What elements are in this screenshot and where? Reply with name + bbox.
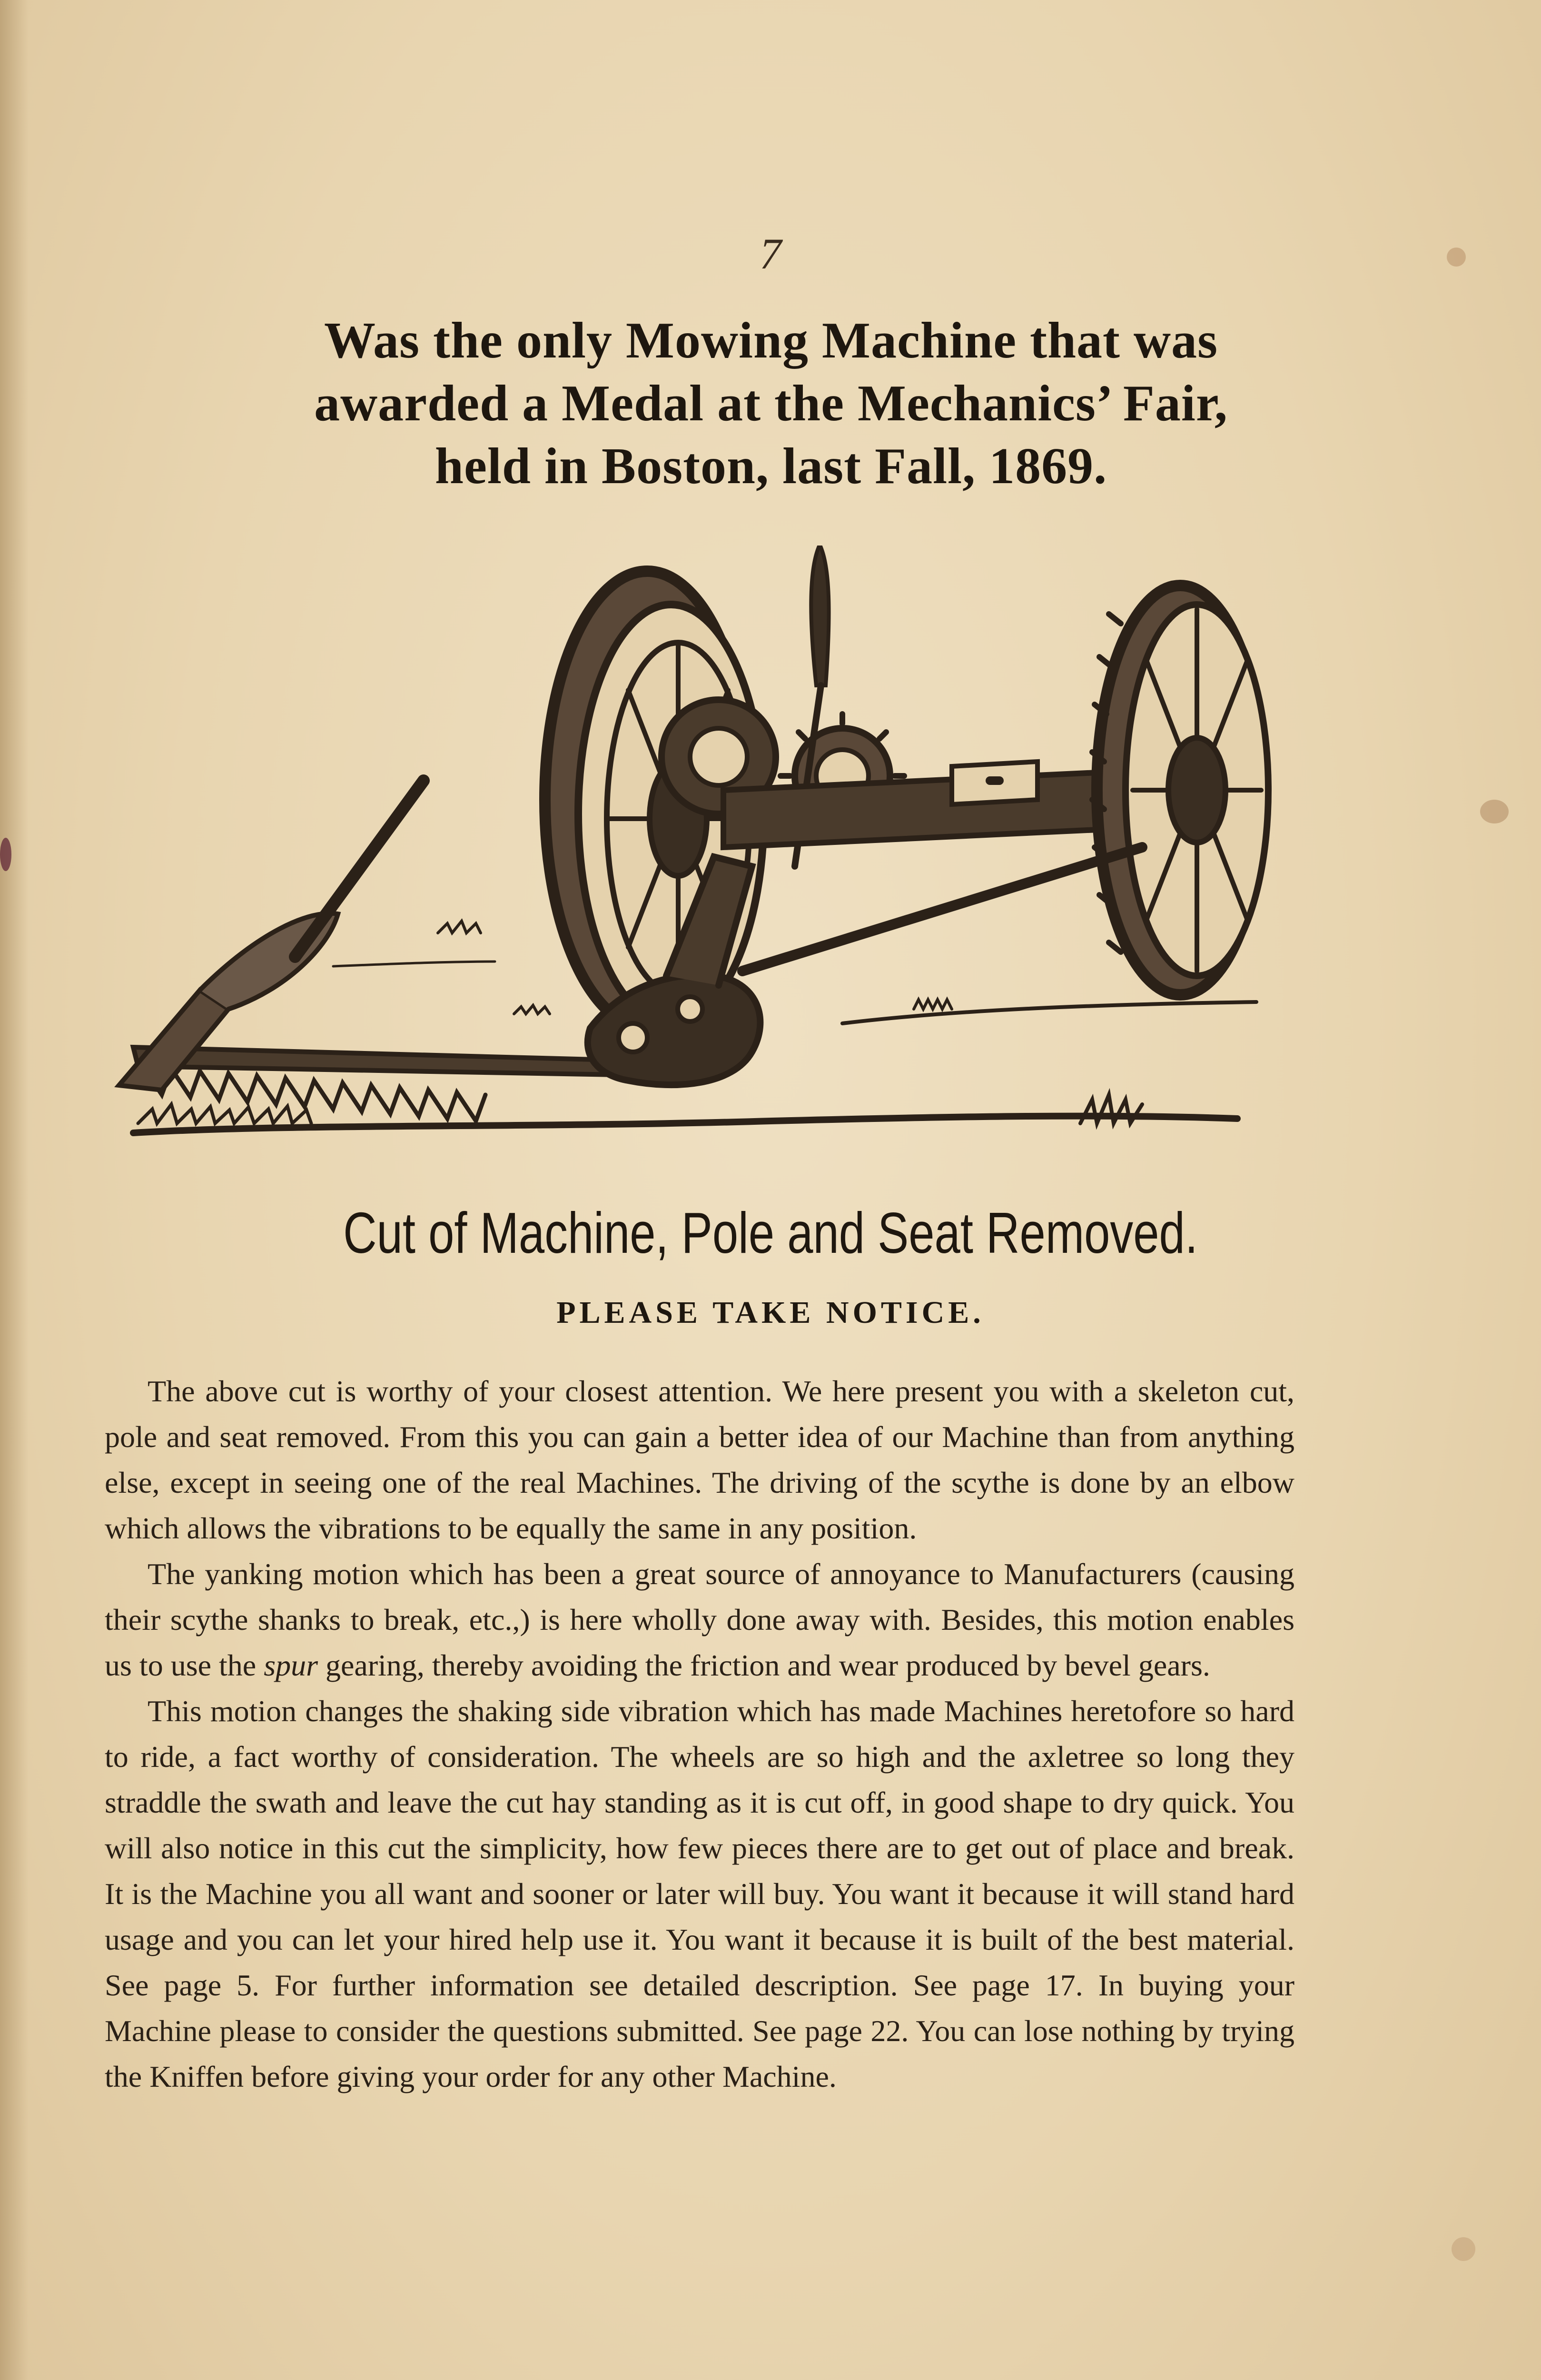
paragraph-2-end: gearing, thereby avoiding the friction and wear produced by bevel gears.: [318, 1648, 1210, 1682]
body-text: [105, 1368, 1294, 2100]
paragraph-1: The above cut is worthy of your closest attention. We here present you with a skeleton cut, pole and seat removed. From this you can gain a better idea of our Machine than from anything else, except in seeing one of the real Machines. The driving of the scythe is done by an elbow which allows the vibrations to be equally the same in any position.: [105, 1374, 1294, 1545]
paper-stain: [1452, 2237, 1475, 2261]
headline-line-1: Was the only Mowing Machine that was: [324, 312, 1218, 369]
paragraph-3: This motion changes the shaking side vibration which has made Machines heretofore so hard to ride, a fact worthy of consideration. The wheels are so high and the axletree so long they straddle the swath and leave the cut hay standing as it is cut off, in good shape to dry quick. You will also notice in this cut the simplicity, how few pieces there are to get out of place and break. It is the Machine you all want and sooner or later will buy. You want it because it will stand hard usage and you can let your hired help use it. You want it because it is built of the best material. See page 5. For further information see detailed description. See page 17. In buying your Machine please to consider the questions submitted. See page 22. You can lose nothing by trying the Kniffen before giving your order for any other Machine.: [105, 1694, 1294, 2093]
notice-heading: PLEASE TAKE NOTICE.: [556, 1295, 985, 1330]
mowing-machine-icon: [119, 547, 1268, 1133]
paragraph-2-italic: spur: [264, 1648, 318, 1682]
paper-stain: [0, 838, 11, 871]
headline-line-3: held in Boston, last Fall, 1869.: [435, 438, 1107, 495]
paper-stain: [1480, 800, 1509, 823]
page-number: 7: [760, 229, 781, 278]
paragraph-2-start: The yanking motion which has been a great source of annoyance to Manufacturers (causing their scythe shanks to break, etc.,) is here wholly done away with. Besides, this motion enables us to use the: [105, 1557, 1294, 1682]
headline: [95, 309, 1447, 498]
illustration-caption: Cut of Machine, Pole and Seat Removed.: [343, 1200, 1198, 1265]
mowing-machine-illustration: [105, 533, 1314, 1180]
paragraph-2: [105, 1551, 1294, 1688]
headline-line-2: awarded a Medal at the Mechanics’ Fair,: [314, 375, 1228, 432]
page-edge-shadow: [0, 0, 29, 2380]
